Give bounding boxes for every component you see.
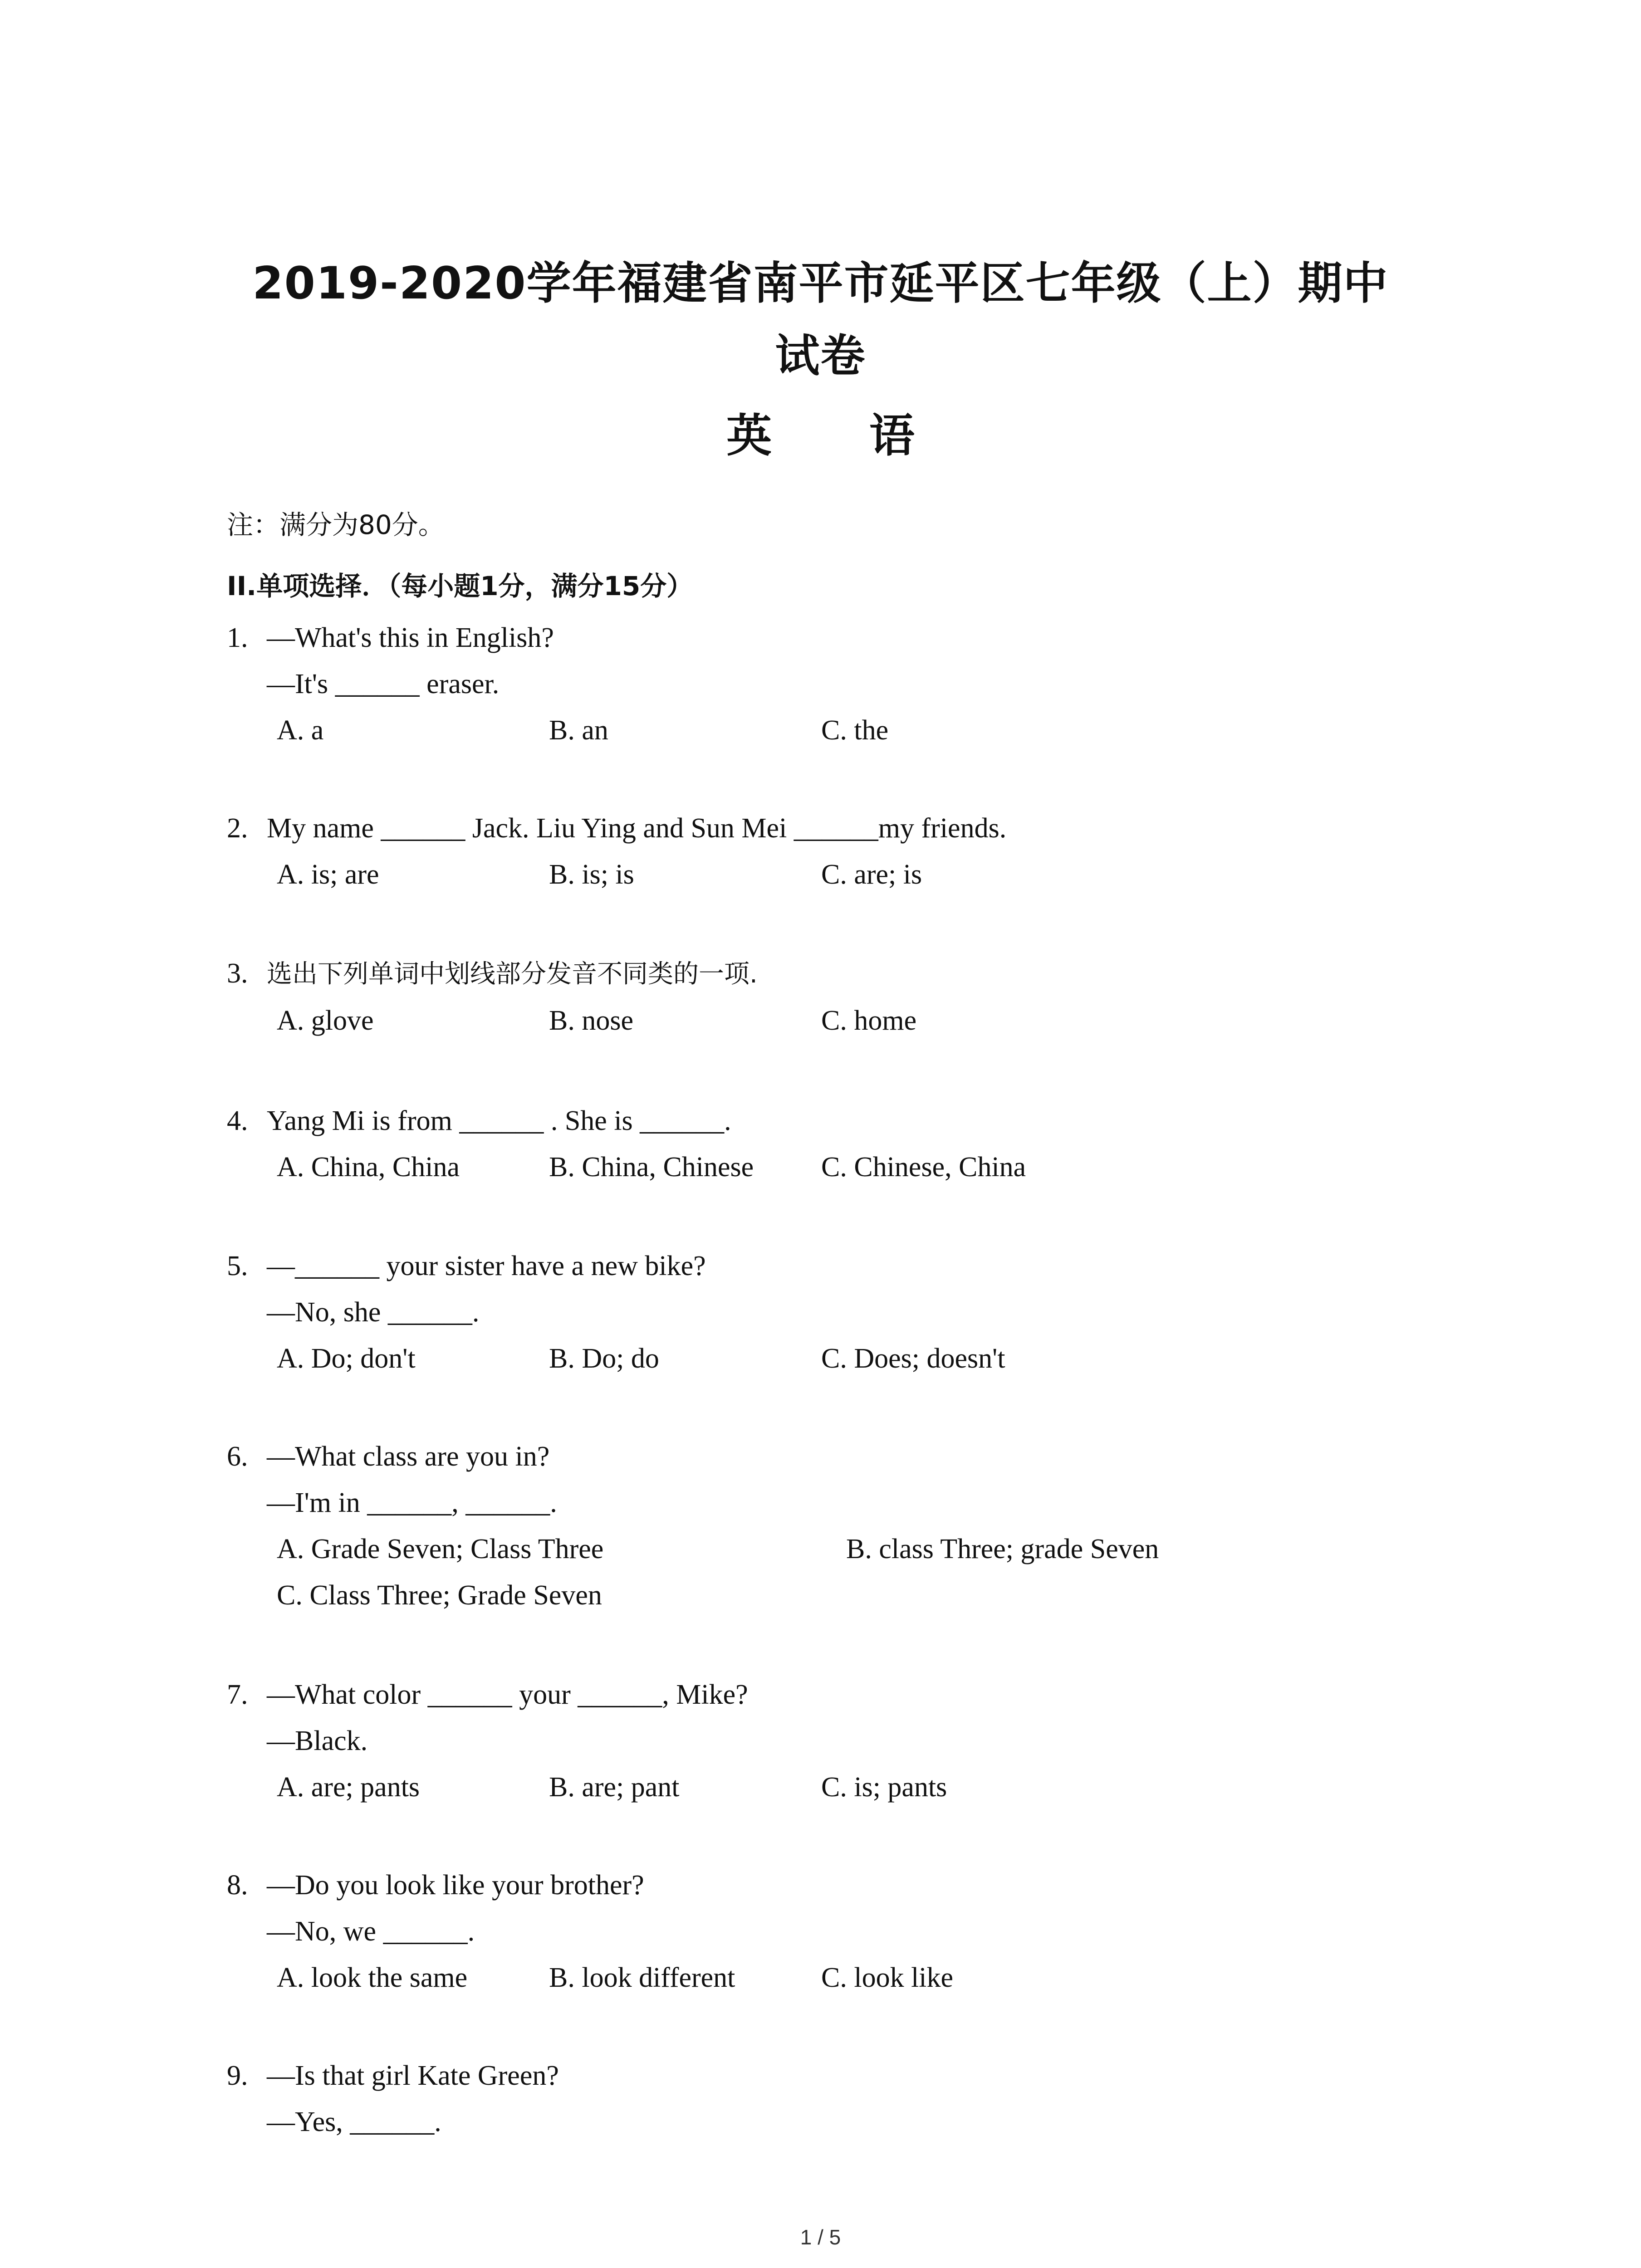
question-line-2: —It's ______ eraser. [267,669,500,699]
option-c[interactable]: C. the [821,715,889,746]
question-number: 1. [227,622,248,653]
options-row [227,1955,954,2001]
option-b[interactable]: B. Do; do [549,1343,659,1374]
question-2 [227,805,1006,898]
question-stem: My name ______ Jack. Liu Ying and Sun Mei ______my friends. [267,813,1007,844]
question-stem: —What's this in English? [267,622,554,653]
question-stem: 选出下列单词中划线部分发音不同类的一项. [267,959,758,989]
option-b[interactable]: B. is; is [549,859,634,890]
question-stem: Yang Mi is from ______ . She is ______. [267,1105,731,1136]
option-a[interactable]: A. is; are [277,859,379,890]
question-stem: —Is that girl Kate Green? [267,2060,559,2091]
question-6 [227,1433,1159,1618]
question-stem: —______ your sister have a new bike? [267,1251,706,1281]
page-number: 1 / 5 [800,2225,841,2249]
option-c[interactable]: C. Chinese, China [821,1152,1026,1183]
options-row [227,707,889,753]
option-a[interactable]: A. look the same [277,1962,468,1993]
question-stem: —Do you look like your brother? [267,1870,644,1901]
option-b[interactable]: B. nose [549,1005,633,1036]
question-7 [227,1672,947,1810]
options-row [227,1572,602,1618]
question-line-2: —Black. [267,1725,368,1756]
question-5 [227,1243,1005,1382]
options-row [227,1335,1005,1382]
title-line-2: 试卷 [775,330,866,382]
section-heading: II.单项选择．（每小题1分，满分15分） [227,571,693,601]
option-a[interactable]: A. glove [277,1005,374,1036]
question-number: 8. [227,1870,248,1901]
question-number: 2. [227,813,248,844]
options-row [227,1144,1026,1190]
question-line-2: —I'm in ______, ______. [267,1487,557,1518]
question-number: 3. [227,958,248,989]
question-4 [227,1098,1026,1190]
subject-heading: 英 语 [726,409,955,462]
question-1 [227,615,889,753]
question-line-2: —Yes, ______. [267,2107,441,2137]
option-b[interactable]: B. China, Chinese [549,1152,754,1183]
options-row [227,997,917,1044]
option-c[interactable]: C. are; is [821,859,922,890]
option-b[interactable]: B. class Three; grade Seven [846,1534,1159,1564]
options-row [227,1526,1159,1572]
title-line-1: 2019-2020学年福建省南平市延平区七年级（上）期中 [252,258,1389,309]
option-a[interactable]: A. are; pants [277,1772,420,1803]
score-note: 注：满分为80分。 [227,509,445,540]
option-c[interactable]: C. look like [821,1962,954,1993]
option-b[interactable]: B. look different [549,1962,735,1993]
question-number: 7. [227,1679,248,1710]
question-number: 9. [227,2060,248,2091]
question-stem: —What color ______ your ______, Mike? [267,1679,748,1710]
option-a[interactable]: A. Do; don't [277,1343,416,1374]
question-stem: —What class are you in? [267,1441,550,1472]
option-c[interactable]: C. home [821,1005,917,1036]
question-line-2: —No, we ______. [267,1916,475,1947]
option-b[interactable]: B. are; pant [549,1772,680,1803]
question-8 [227,1862,954,2001]
question-number: 4. [227,1105,248,1136]
option-c[interactable]: C. Class Three; Grade Seven [277,1580,602,1611]
option-a[interactable]: A. China, China [277,1152,460,1183]
option-c[interactable]: C. Does; doesn't [821,1343,1005,1374]
option-a[interactable]: A. a [277,715,324,746]
question-line-2: —No, she ______. [267,1297,480,1328]
page-title [0,247,1641,392]
question-number: 5. [227,1251,248,1281]
option-b[interactable]: B. an [549,715,608,746]
option-c[interactable]: C. is; pants [821,1772,947,1803]
option-a[interactable]: A. Grade Seven; Class Three [277,1534,604,1564]
options-row [227,851,1006,898]
question-3 [227,950,917,1044]
question-number: 6. [227,1441,248,1472]
question-9 [227,2053,559,2145]
options-row [227,1764,947,1810]
